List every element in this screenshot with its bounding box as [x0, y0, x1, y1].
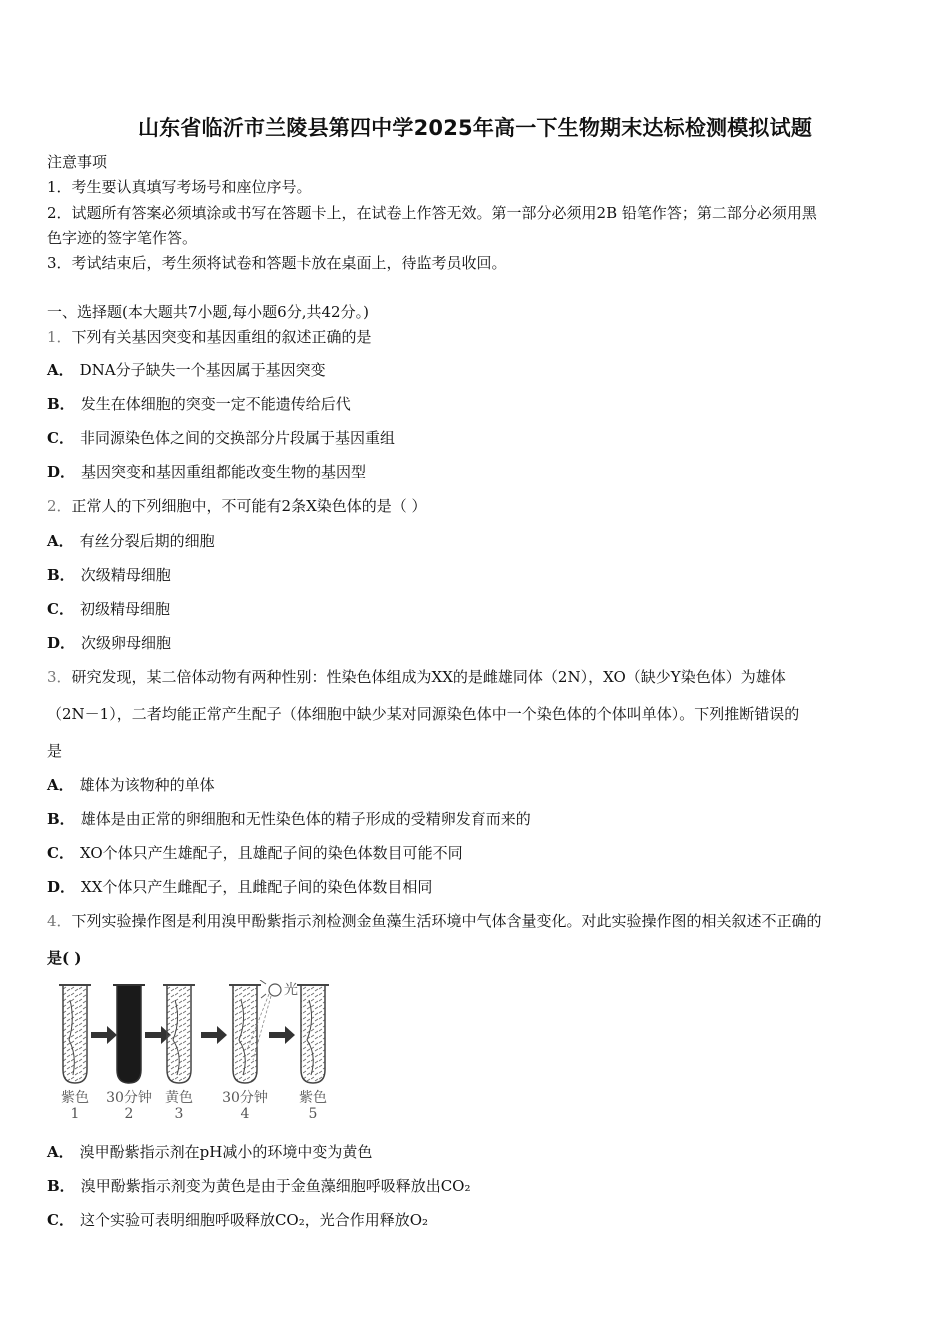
tube-number-5: 5 [308, 1106, 318, 1120]
tube-caption-5: 紫色 [299, 1090, 327, 1106]
question-number: 1． [47, 328, 72, 346]
question-number: 2． [47, 497, 72, 515]
arrow-icon [201, 1026, 227, 1044]
q2-option-c: C． 初级精母细胞 [47, 600, 170, 618]
test-tube-4 [229, 985, 271, 1083]
question-stem: 正常人的下列细胞中，不可能有2条X染色体的是（ ） [71, 497, 427, 515]
notice-item-2: 2．试题所有答案必须填涂或书写在答题卡上，在试卷上作答无效。第一部分必须用2B 铅笔作答；第二部分必须用黑 [47, 204, 817, 222]
question-stem: 研究发现，某二倍体动物有两种性别：性染色体组成为XX的是雌雄同体（2N），XO（缺少Y染色体）为雄体 [71, 668, 786, 686]
q3-option-d: D． XX个体只产生雌配子，且雌配子间的染色体数目相同 [47, 878, 433, 896]
notice-heading: 注意事项 [47, 153, 108, 171]
question-4 [47, 911, 907, 931]
q1-option-d: D． 基因突变和基因重组都能改变生物的基因型 [47, 463, 367, 481]
q3-option-b: B． 雄体是由正常的卵细胞和无性染色体的精子形成的受精卵发育而来的 [47, 810, 531, 828]
notice-item-1: 1．考生要认真填写考场号和座位序号。 [47, 178, 312, 196]
question-number: 4． [47, 912, 72, 930]
test-tube-1 [59, 985, 91, 1083]
notice-item-2-cont: 色字迹的签字笔作答。 [47, 229, 198, 247]
notice-item-3: 3．考试结束后，考生须将试卷和答题卡放在桌面上，待监考员收回。 [47, 254, 507, 272]
question-number: 3． [47, 668, 72, 686]
tube-caption-3: 黄色 [165, 1090, 193, 1106]
q4-option-a: A． 溴甲酚紫指示剂在pH减小的环境中变为黄色 [47, 1143, 373, 1161]
page-title: 山东省临沂市兰陵县第四中学2025年高一下生物期末达标检测模拟试题 [137, 116, 813, 140]
tube-caption-2: 30分钟 [106, 1090, 152, 1106]
tube-number-4: 4 [240, 1106, 250, 1120]
test-tube-2 [113, 985, 145, 1083]
tube-number-3: 3 [174, 1106, 184, 1120]
question-stem: 下列实验操作图是利用溴甲酚紫指示剂检测金鱼藻生活环境中气体含量变化。对此实验操作图的相关叙述不正确的 [71, 912, 822, 930]
question-4-cont: 是( ) [47, 949, 82, 967]
q1-option-c: C． 非同源染色体之间的交换部分片段属于基因重组 [47, 429, 395, 447]
q4-option-b: B． 溴甲酚紫指示剂变为黄色是由于金鱼藻细胞呼吸释放出CO₂ [47, 1177, 471, 1195]
tube-number-2: 2 [124, 1106, 134, 1120]
q2-option-b: B． 次级精母细胞 [47, 566, 171, 584]
q2-option-a: A． 有丝分裂后期的细胞 [47, 532, 215, 550]
q3-option-a: A． 雄体为该物种的单体 [47, 776, 215, 794]
section-heading: 一、选择题(本大题共7小题,每小题6分,共42分。) [47, 303, 369, 321]
question-3-cont-2: 是 [47, 742, 63, 760]
q1-option-a: A． DNA分子缺失一个基因属于基因突变 [47, 361, 326, 379]
test-tube-5 [297, 985, 329, 1083]
light-source-icon [260, 980, 281, 998]
tube-caption-4: 30分钟 [222, 1090, 268, 1106]
q4-option-c: C． 这个实验可表明细胞呼吸释放CO₂，光合作用释放O₂ [47, 1211, 429, 1229]
experiment-figure [55, 980, 345, 1120]
question-3 [47, 667, 907, 687]
question-2 [47, 496, 907, 516]
light-label: 光 [284, 982, 298, 998]
q2-option-d: D． 次级卵母细胞 [47, 634, 172, 652]
arrow-icon [269, 1026, 295, 1044]
test-tube-3 [163, 985, 195, 1083]
q3-option-c: C． XO个体只产生雄配子，且雄配子间的染色体数目可能不同 [47, 844, 463, 862]
question-stem: 下列有关基因突变和基因重组的叙述正确的是 [71, 328, 372, 346]
question-3-cont: （2N－1），二者均能正常产生配子（体细胞中缺少某对同源染色体中一个染色体的个体叫单体）。下列推断错误的 [47, 705, 800, 723]
q1-option-b: B． 发生在体细胞的突变一定不能遗传给后代 [47, 395, 351, 413]
question-1 [47, 327, 907, 347]
tube-caption-1: 紫色 [61, 1090, 89, 1106]
arrow-icon [91, 1026, 117, 1044]
tube-number-1: 1 [70, 1106, 80, 1120]
